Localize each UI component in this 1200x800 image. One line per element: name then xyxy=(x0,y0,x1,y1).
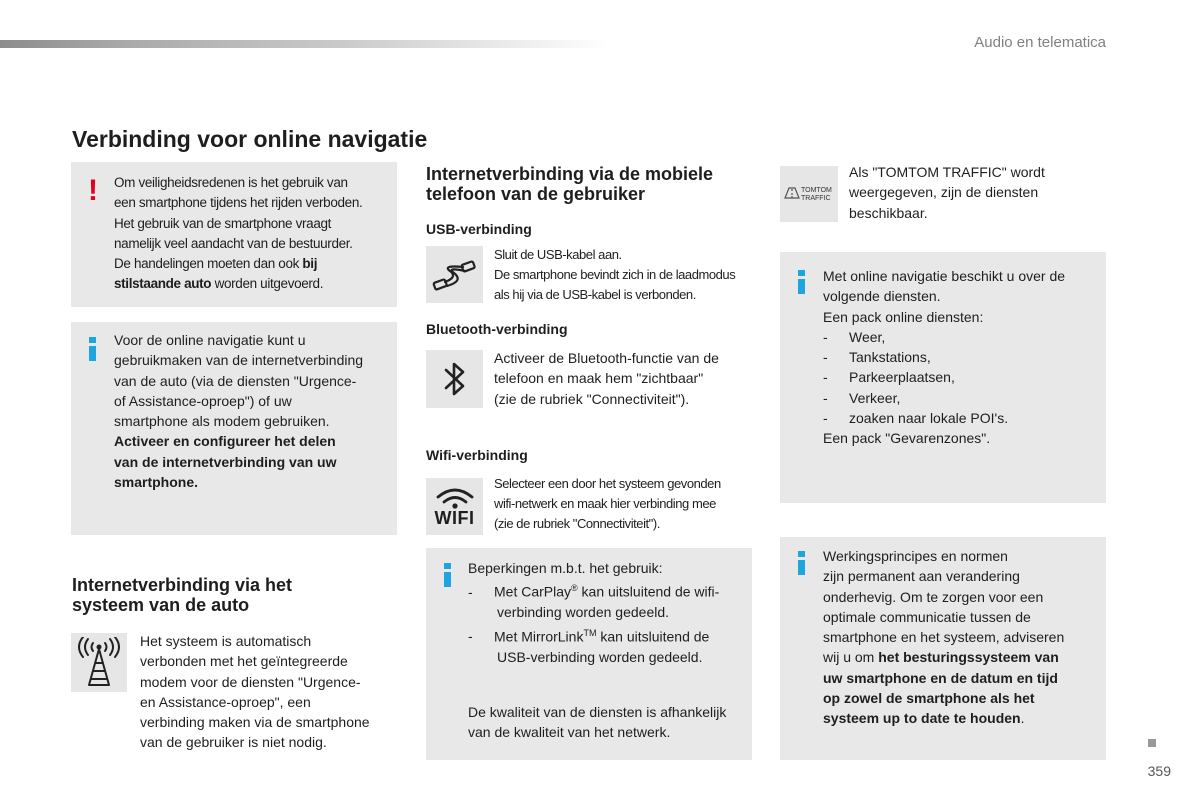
bluetooth-icon xyxy=(443,360,467,398)
info-icon xyxy=(89,337,96,361)
services-text: Met online navigatie beschikt u over de volgende diensten. Een pack online diensten: - Weer, - Tankstations, - Parkeerplaatsen, - Verkeer, - zoaken naar lokale POI's. Een pack "Gevarenzones". xyxy=(823,266,1103,449)
wifi-icon xyxy=(434,487,476,509)
warning-box xyxy=(71,162,397,307)
warning-text: Om veiligheidsredenen is het gebruik van een smartphone tijdens het rijden verboden. Het gebruik van de smartphone vraagt namelijk veel aandacht van de bestuurder. De handelingen moeten dan ook bij stilstaande auto worden uitgevoerd. xyxy=(114,175,363,292)
info-box-limits xyxy=(426,548,752,760)
principles-text: Werkingsprincipes en normen zijn permanent aan verandering onderhevig. Om te zorgen voor een optimale communicatie tussen de smartphone en het systeem, adviseren wij u om het besturingssysteem van uw smartphone en de datum en tijd op zowel de smartphone als het systeem up to date te houden. xyxy=(823,548,1065,727)
info-icon xyxy=(444,563,451,587)
list-item: - zoaken naar lokale POI's. xyxy=(823,410,1009,427)
section-title: Audio en telematica xyxy=(974,34,1106,51)
wifi-icon-box xyxy=(426,478,483,535)
usb-text: Sluit de USB-kabel aan. De smartphone bevindt zich in de laadmodus als hij via de USB-kabel is verbonden. xyxy=(494,247,736,302)
tomtom-traffic-icon xyxy=(783,186,801,200)
info-box-principles xyxy=(780,537,1106,760)
info-icon xyxy=(798,270,805,294)
info-online-text: Voor de online navigatie kunt u gebruikmaken van de internetverbinding van de auto (via de diensten "Urgence- of Assistance-oproep") of uw smartphone als modem gebruiken. Activeer en configureer het delen van de internetverbinding van uw smartphone. xyxy=(114,332,364,491)
info-box-online xyxy=(71,322,397,535)
tomtom-traffic-logo: TOMTOM TRAFFIC xyxy=(780,166,838,222)
list-item: - Parkeerplaatsen, xyxy=(823,369,955,386)
list-item: - Tankstations, xyxy=(823,349,931,366)
bluetooth-title: Bluetooth-verbinding xyxy=(426,321,568,337)
bluetooth-icon-box xyxy=(426,350,483,408)
list-item: - Verkeer, xyxy=(823,389,901,406)
usb-icon-box xyxy=(426,246,483,303)
tomtom-text: Als "TOMTOM TRAFFIC" wordt weergegeven, zijn de diensten beschikbaar. xyxy=(849,164,1045,221)
car-connection-text: Het systeem is automatisch verbonden met het geïntegreerde modem voor de diensten "Urgence- en Assistance-oproep", een verbinding maken via de smartphone van de gebruiker is niet nodig. xyxy=(140,633,370,751)
page-title: Verbinding voor online navigatie xyxy=(72,126,428,152)
page-number: 359 xyxy=(1147,763,1171,779)
usb-title: USB-verbinding xyxy=(426,221,532,237)
bluetooth-text: Activeer de Bluetooth-functie van de telefoon en maak hem "zichtbaar" (zie de rubriek "Connectiviteit"). xyxy=(494,350,719,407)
quality-text: De kwaliteit van de diensten is afhankelijk van de kwaliteit van het netwerk. xyxy=(468,704,727,741)
wifi-icon-label: WIFI xyxy=(434,507,475,528)
antenna-icon xyxy=(77,637,121,689)
limits-text: Beperkingen m.b.t. het gebruik: - Met CarPlay® kan uitsluitend de wifi- verbinding worden gedeeld. - Met MirrorLink™ kan uitsluitend de USB-verbinding worden gedeeld. xyxy=(468,560,720,665)
header-bar xyxy=(0,40,610,48)
info-icon xyxy=(798,551,805,575)
usb-cable-icon xyxy=(430,255,480,295)
antenna-icon-box xyxy=(71,633,127,692)
phone-connection-title: Internetverbinding via de mobiele telefoon van de gebruiker xyxy=(426,164,714,204)
car-connection-title: Internetverbinding via het systeem van de auto xyxy=(72,575,293,615)
wifi-text: Selecteer een door het systeem gevonden wifi-netwerk en maak hier verbinding mee (zie de rubriek "Connectiviteit"). xyxy=(494,476,721,531)
info-box-services xyxy=(780,252,1106,503)
wifi-title: Wifi-verbinding xyxy=(426,447,528,463)
list-item: - Weer, xyxy=(823,328,886,345)
warning-icon: ! xyxy=(88,174,98,207)
page-marker xyxy=(1148,739,1156,747)
